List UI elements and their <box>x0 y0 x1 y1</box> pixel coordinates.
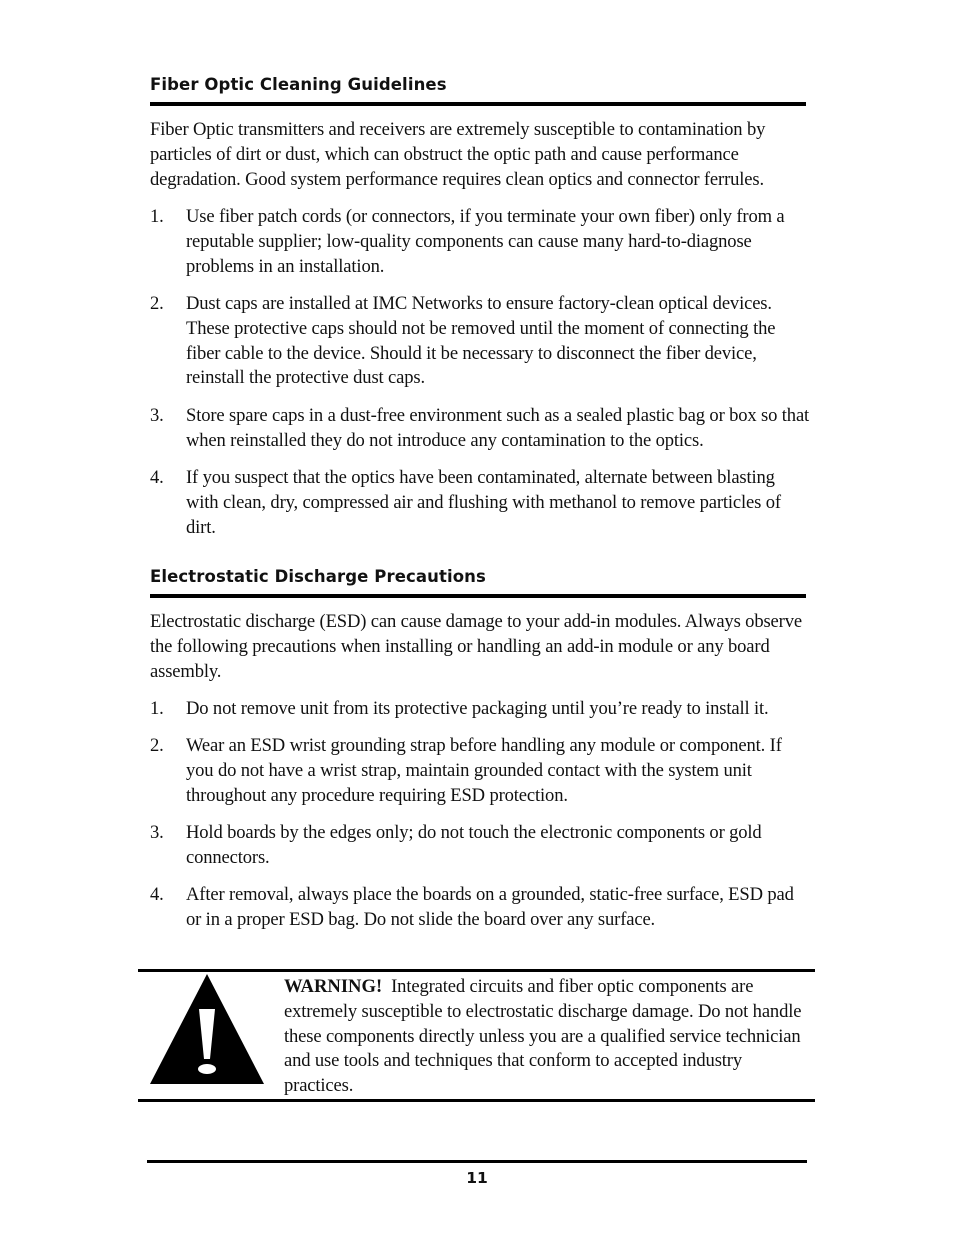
list-item-number: 3. <box>150 822 164 843</box>
warning-triangle-icon <box>148 972 266 1086</box>
list-item-number: 1. <box>150 206 164 227</box>
list-item-text: Hold boards by the edges only; do not touch the electronic components or gold connectors. <box>186 822 762 868</box>
warning-label: WARNING! <box>284 976 383 997</box>
warning-message <box>284 975 806 1099</box>
list-item-number: 4. <box>150 467 164 488</box>
list-item-text: Wear an ESD wrist grounding strap before handling any module or component. If you do not have a wrist strap, maintain grounded contact with the system unit throughout any procedure requiring ESD protection. <box>186 735 782 806</box>
list-item-text: If you suspect that the optics have been contaminated, alternate between blasting with clean, dry, compressed air and flushing with methanol to remove particles of dirt. <box>186 467 781 538</box>
list-item-number: 4. <box>150 884 164 905</box>
list-item-text: Store spare caps in a dust-free environment such as a sealed plastic bag or box so that when reinstalled they do not introduce any contamination to the optics. <box>186 405 810 451</box>
list-item-text: After removal, always place the boards on a grounded, static-free surface, ESD pad or in a proper ESD bag. Do not slide the board over any surface. <box>186 884 794 930</box>
fiber-section-intro: Fiber Optic transmitters and receivers are extremely susceptible to contamination by particles of dirt or dust, which can obstruct the optic path and cause performance degradation. Good system performance requires clean optics and connector ferrules. <box>150 119 766 190</box>
list-item-text: Use fiber patch cords (or connectors, if you terminate your own fiber) only from a reputable supplier; low-quality components can cause many hard-to-diagnose problems in an installation. <box>186 206 785 277</box>
list-item-text: Dust caps are installed at IMC Networks to ensure factory-clean optical devices. These protective caps should not be removed until the moment of connecting the fiber cable to the device. Should it be necessary to disconnect the fiber device, reinstall the protective dust caps. <box>186 293 776 389</box>
list-item-number: 2. <box>150 293 164 314</box>
list-item-text: Do not remove unit from its protective packaging until you’re ready to install it. <box>186 698 769 719</box>
warning-text: Integrated circuits and fiber optic components are extremely susceptible to electrostatic discharge damage. Do not handle these components directly unless you are a qualified service technician and use tools and techniques that conform to accepted industry practices. <box>284 976 802 1097</box>
list-item-number: 1. <box>150 698 164 719</box>
footer-rule <box>147 1160 807 1163</box>
esd-section-title: Electrostatic Discharge Precautions <box>150 567 806 598</box>
list-item-number: 2. <box>150 735 164 756</box>
warning-bottom-rule <box>138 1099 815 1102</box>
list-item-number: 3. <box>150 405 164 426</box>
fiber-section-title: Fiber Optic Cleaning Guidelines <box>150 75 806 106</box>
esd-section-intro: Electrostatic discharge (ESD) can cause damage to your add-in modules. Always observe the following precautions when installing or handling an add-in module or any board assembly. <box>150 611 802 682</box>
page-number: 11 <box>466 1169 488 1187</box>
